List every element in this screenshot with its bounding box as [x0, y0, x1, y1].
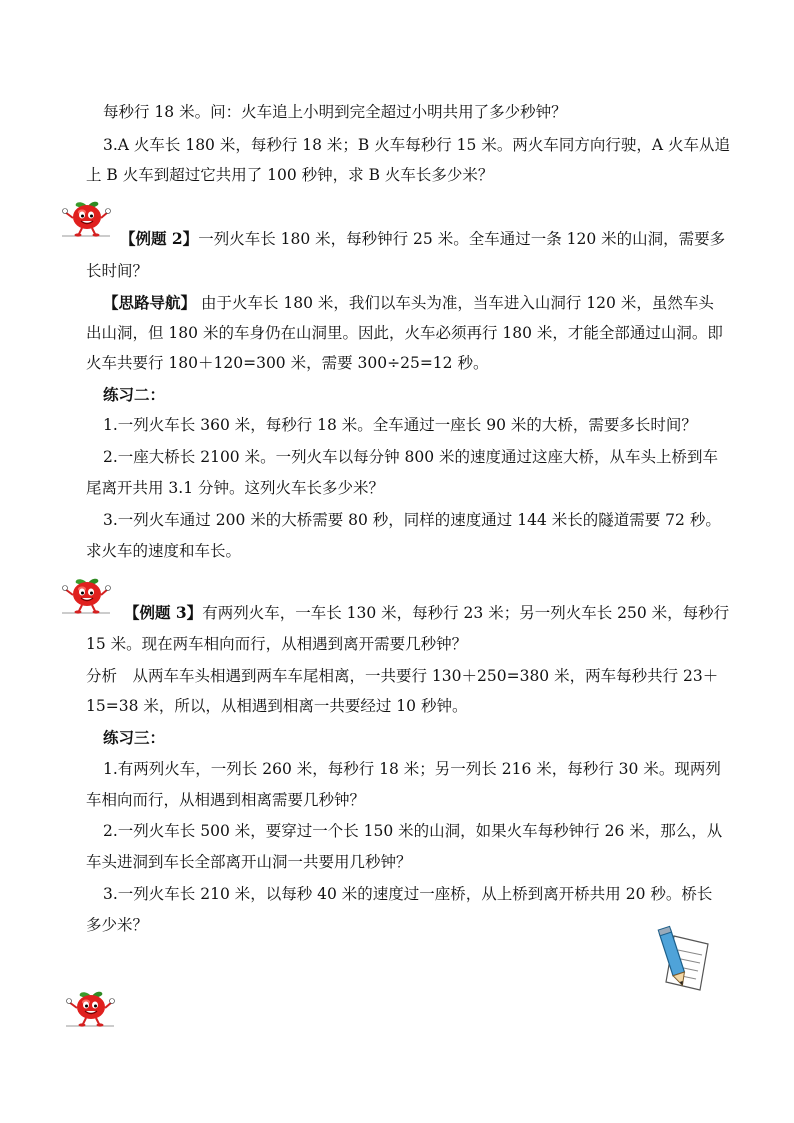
practice-item: 2.一列火车长 500 米，要穿过一个长 150 米的山洞，如果火车每秒钟行 26 米，那么，从: [103, 822, 723, 840]
practice-item: 尾离开共用 3.1 分钟。这列火车长多少米？: [86, 479, 385, 497]
practice-item: 求火车的速度和车长。: [86, 542, 242, 560]
example-3: [124, 603, 729, 623]
example-2: [120, 229, 725, 249]
problem-line: 3.A 火车长 180 米，每秒行 18 米；B 火车每秒行 15 米。两火车同方向行驶，A 火车从追: [103, 136, 730, 154]
hint-line: [103, 293, 714, 313]
practice-2-heading: 练习二：: [103, 385, 166, 404]
hint-line: 火车共要行 180＋120=300 米，需要 300÷25=12 秒。: [86, 354, 489, 372]
problem-line: 上 B 火车到超过它共用了 100 秒钟，求 B 火车长多少米？: [86, 166, 494, 184]
example-3-text: 有两列火车，一车长 130 米，每秒行 23 米；另一列火车长 250 米，每秒行: [202, 604, 730, 622]
practice-item: 多少米？: [86, 916, 149, 934]
practice-item: 1.有两列火车，一列长 260 米，每秒行 18 米；另一列长 216 米，每秒行 30 米。现两列: [103, 760, 721, 778]
analysis-line: 分析 从两车车头相遇到两车车尾相离，一共要行 130＋250=380 米，两车每秒共行 23＋: [86, 667, 719, 685]
practice-item: 1.一列火车长 360 米，每秒行 18 米。全车通过一座长 90 米的大桥，需要多长时间？: [103, 416, 697, 434]
problem-line: 每秒行 18 米。问：火车追上小明到完全超过小明共用了多少秒钟？: [103, 103, 567, 121]
practice-item: 2.一座大桥长 2100 米。一列火车以每分钟 800 米的速度通过这座大桥，从车头上桥到车: [103, 448, 719, 466]
pencil-paper-icon: [656, 924, 716, 994]
apple-mascot-icon: [64, 990, 118, 1030]
example-2-label: 【例题 2】: [120, 229, 199, 248]
example-2-text: 一列火车长 180 米，每秒钟行 25 米。全车通过一条 120 米的山洞，需要多: [198, 230, 726, 248]
practice-item: 车相向而行，从相遇到相离需要几秒钟？: [86, 791, 366, 809]
hint-label: 【思路导航】: [103, 293, 197, 312]
practice-3-heading: 练习三：: [103, 728, 166, 747]
problem-line: 长时间？: [86, 262, 149, 280]
hint-text: 由于火车长 180 米，我们以车头为准，当车进入山洞行 120 米，虽然车头: [196, 294, 714, 312]
analysis-line: 15=38 米，所以，从相遇到相离一共要经过 10 秒钟。: [86, 697, 468, 715]
problem-line: 15 米。现在两车相向而行，从相遇到离开需要几秒钟？: [86, 635, 468, 653]
practice-item: 车头进洞到车长全部离开山洞一共要用几秒钟？: [86, 853, 412, 871]
practice-item: 3.一列火车长 210 米，以每秒 40 米的速度过一座桥，从上桥到离开桥共用 20 秒。桥长: [103, 885, 713, 903]
hint-line: 出山洞，但 180 米的车身仍在山洞里。因此，火车必须再行 180 米，才能全部通过山洞。即: [86, 324, 723, 342]
apple-mascot-icon: [60, 577, 114, 617]
example-3-label: 【例题 3】: [124, 603, 203, 622]
apple-mascot-icon: [60, 200, 114, 240]
practice-item: 3.一列火车通过 200 米的大桥需要 80 秒，同样的速度通过 144 米长的隧道需要 72 秒。: [103, 511, 721, 529]
